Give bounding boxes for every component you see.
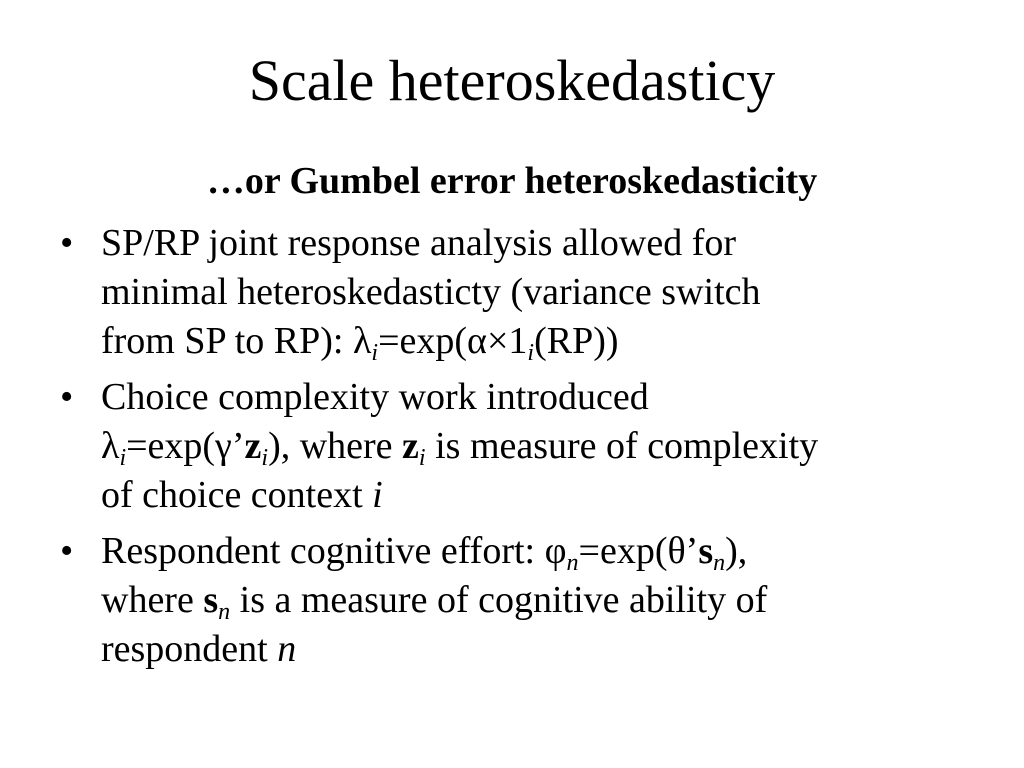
phi-symbol: φ — [544, 530, 567, 572]
subscript-n: n — [566, 550, 579, 576]
italic-variable: n — [277, 628, 297, 670]
z-vector: z — [402, 425, 419, 467]
bullet-dot: • — [60, 222, 74, 264]
subscript-i: i — [119, 445, 127, 471]
lambda-symbol: λ — [352, 320, 372, 362]
slide-subtitle: …or Gumbel error heteroskedasticity — [206, 160, 818, 202]
slide-title: Scale heteroskedasticy — [248, 48, 776, 113]
bullet-item — [60, 373, 980, 520]
bullet-line-formula — [101, 527, 980, 576]
bullet-line: Choice complexity work introduced — [101, 376, 649, 418]
formula-text: is measure of complexity — [425, 425, 819, 467]
bullet-line-formula — [101, 422, 980, 471]
bullet-line — [101, 471, 980, 520]
bullet-item — [60, 527, 980, 674]
subscript-i: i — [261, 445, 269, 471]
formula-text: from SP to RP): — [101, 320, 353, 362]
s-vector: s — [698, 530, 714, 572]
italic-variable: i — [372, 474, 383, 516]
bullet-line: SP/RP joint response analysis allowed for — [101, 222, 737, 264]
bullet-line-formula — [101, 576, 980, 625]
subscript-n: n — [218, 599, 231, 625]
subscript-n: n — [713, 550, 726, 576]
subscript-i: i — [418, 445, 426, 471]
bullet-line-formula — [101, 317, 980, 366]
formula-text: ), where — [268, 425, 403, 467]
lambda-symbol: λ — [101, 425, 120, 467]
formula-text: Respondent cognitive effort: — [101, 530, 545, 572]
subscript-i: i — [371, 340, 379, 366]
bullet-line — [101, 625, 980, 674]
formula-text: is a measure of cognitive ability of — [230, 579, 768, 621]
formula-text: where — [101, 579, 204, 621]
bullet-item — [60, 219, 980, 366]
formula-text: =exp(α×1 — [378, 320, 528, 362]
formula-text: (RP)) — [534, 320, 619, 362]
s-vector: s — [203, 579, 219, 621]
bullet-list — [60, 219, 980, 674]
subscript-i: i — [527, 340, 535, 366]
bullet-dot: • — [60, 530, 74, 572]
formula-text: respondent — [101, 628, 278, 670]
z-vector: z — [244, 425, 262, 467]
bullet-dot: • — [60, 376, 74, 418]
bullet-line: minimal heteroskedasticty (variance switch — [101, 271, 761, 313]
formula-text: ), — [725, 530, 748, 572]
formula-text: =exp(γ’ — [126, 425, 245, 467]
formula-text: =exp(θ’ — [578, 530, 699, 572]
formula-text: of choice context — [101, 474, 373, 516]
